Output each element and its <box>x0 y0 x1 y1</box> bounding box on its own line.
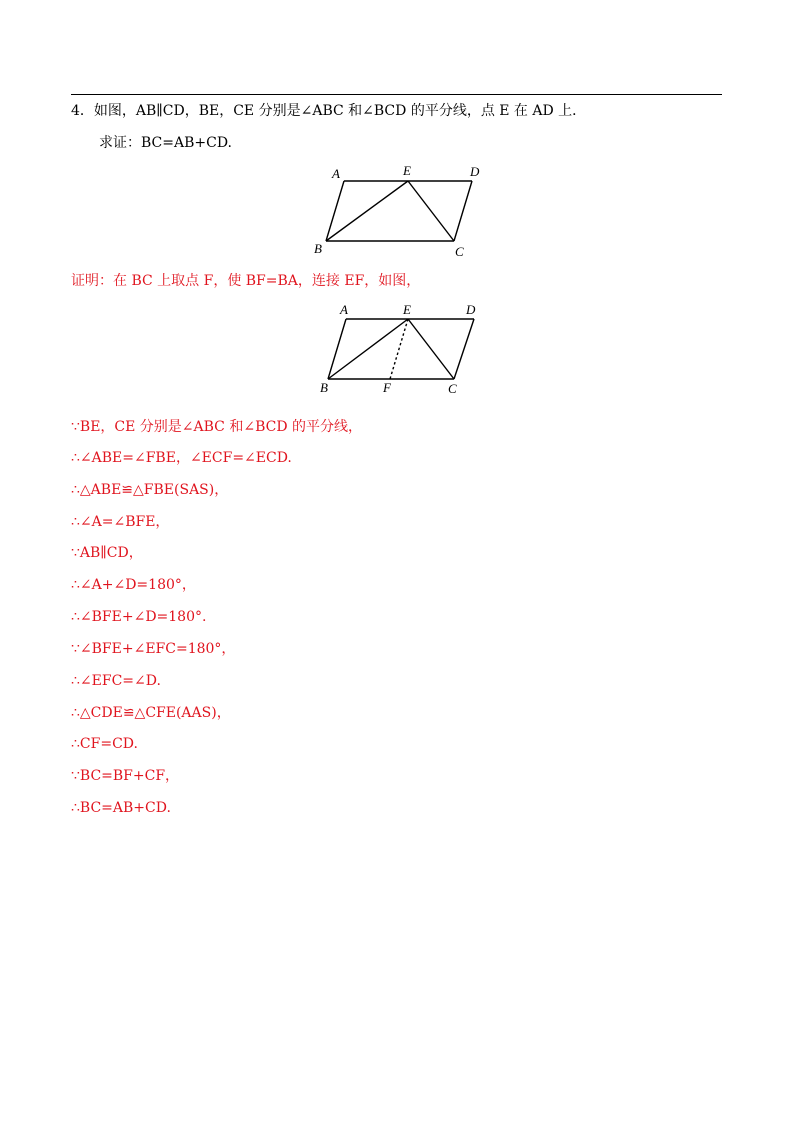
segment-ab <box>328 319 346 379</box>
segment-ef-dashed <box>390 319 408 379</box>
segment-ce <box>408 181 454 241</box>
segment-be <box>326 181 408 241</box>
label-c: C <box>448 381 457 396</box>
label-b: B <box>314 241 322 256</box>
problem-to-prove: 求证：BC=AB+CD. <box>99 135 233 151</box>
proof-step: ∴∠EFC=∠D. <box>71 673 161 689</box>
proof-step: ∴BC=AB+CD. <box>71 800 171 816</box>
proof-step: ∴∠ABE=∠FBE，∠ECF=∠ECD. <box>71 450 292 466</box>
label-c: C <box>455 244 464 259</box>
proof-step: ∵AB∥CD， <box>71 545 143 561</box>
label-d: D <box>470 164 480 179</box>
proof-step: ∴CF=CD. <box>71 736 138 752</box>
segment-be <box>328 319 408 379</box>
segment-ab <box>326 181 344 241</box>
segment-dc <box>454 181 472 241</box>
segment-dc <box>454 319 474 379</box>
label-b: B <box>320 380 328 395</box>
proof-step: ∴∠A+∠D=180°， <box>71 577 196 593</box>
figure-parallelogram-with-f <box>306 298 490 398</box>
proof-step: ∵∠BFE+∠EFC=180°， <box>71 641 236 657</box>
proof-step: ∵BE，CE 分别是∠ABC 和∠BCD 的平分线， <box>71 419 363 435</box>
header-rule <box>71 94 722 95</box>
label-e: E <box>403 302 411 317</box>
label-a: A <box>332 166 340 181</box>
proof-step: ∴∠BFE+∠D=180°. <box>71 609 207 625</box>
proof-step: ∴∠A=∠BFE， <box>71 514 170 530</box>
label-a: A <box>340 302 348 317</box>
label-d: D <box>466 302 476 317</box>
figure-parallelogram <box>306 160 490 260</box>
proof-intro: 证明：在 BC 上取点 F，使 BF=BA，连接 EF，如图， <box>71 273 421 289</box>
problem-statement: 4．如图，AB∥CD，BE，CE 分别是∠ABC 和∠BCD 的平分线，点 E 在 AD 上． <box>71 103 587 119</box>
proof-step: ∵BC=BF+CF， <box>71 768 180 784</box>
proof-step: ∴△ABE≌△FBE(SAS)， <box>71 482 229 498</box>
segment-ce <box>408 319 454 379</box>
proof-step: ∴△CDE≌△CFE(AAS)， <box>71 705 231 721</box>
label-f: F <box>383 380 391 395</box>
label-e: E <box>403 163 411 178</box>
